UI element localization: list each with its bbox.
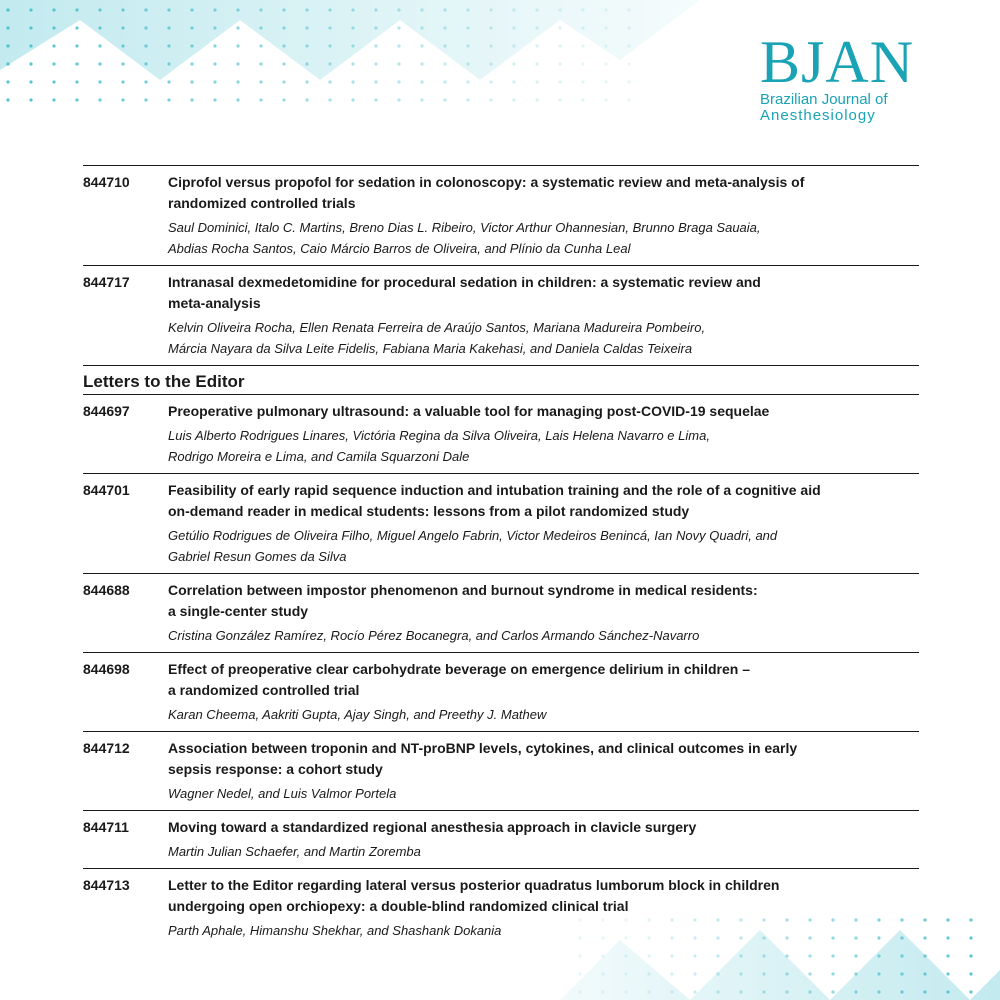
article-title[interactable]: Correlation between impostor phenomenon and burnout syndrome in medical residents: a single-center study — [168, 582, 758, 619]
article-id: 844701 — [83, 482, 130, 498]
journal-logo — [760, 29, 915, 124]
article-id: 844712 — [83, 740, 130, 756]
logo-mark: BJAN — [760, 29, 915, 95]
article-id: 844697 — [83, 403, 130, 419]
toc-entry[interactable] — [83, 810, 919, 868]
logo-journal-name-line2: Anesthesiology — [760, 107, 876, 124]
article-id: 844717 — [83, 274, 130, 290]
decorative-top-pattern — [0, 0, 700, 120]
section-heading-letters: Letters to the Editor — [83, 365, 919, 394]
table-of-contents — [83, 165, 919, 947]
article-authors: Wagner Nedel, and Luis Valmor Portela — [168, 786, 397, 801]
article-title[interactable]: Intranasal dexmedetomidine for procedural sedation in children: a systematic review and meta-analysis — [168, 274, 761, 311]
article-authors: Getúlio Rodrigues de Oliveira Filho, Miguel Angelo Fabrin, Victor Medeiros Benincá, Ian Novy Quadri, and Gabriel Resun Gomes da Silva — [168, 528, 778, 564]
article-title[interactable]: Association between troponin and NT-proBNP levels, cytokines, and clinical outcomes in early sepsis response: a cohort study — [168, 740, 798, 777]
article-title[interactable]: Ciprofol versus propofol for sedation in colonoscopy: a systematic review and meta-analysis of randomized controlled trials — [168, 174, 805, 211]
toc-entry[interactable] — [83, 265, 919, 365]
article-title[interactable]: Moving toward a standardized regional anesthesia approach in clavicle surgery — [168, 819, 697, 835]
article-id: 844688 — [83, 582, 130, 598]
decorative-bottom-pattern — [560, 910, 1000, 1000]
article-title[interactable]: Letter to the Editor regarding lateral versus posterior quadratus lumborum block in children undergoing open orchiopexy: a double-blind randomized clinical trial — [168, 877, 780, 914]
toc-entry[interactable] — [83, 573, 919, 652]
toc-entry[interactable] — [83, 165, 919, 265]
article-authors: Cristina González Ramírez, Rocío Pérez Bocanegra, and Carlos Armando Sánchez-Navarro — [168, 628, 700, 643]
toc-entry[interactable] — [83, 473, 919, 573]
article-authors: Luis Alberto Rodrigues Linares, Victória Regina da Silva Oliveira, Lais Helena Navarro e Lima, Rodrigo Moreira e Lima, and Camila Squarzoni Dale — [168, 428, 710, 464]
toc-entry[interactable] — [83, 652, 919, 731]
article-authors: Martin Julian Schaefer, and Martin Zoremba — [168, 844, 421, 859]
article-id: 844713 — [83, 877, 130, 893]
article-authors: Saul Dominici, Italo C. Martins, Breno Dias L. Ribeiro, Victor Arthur Ohannesian, Brunno Braga Sauaia, Abdias Rocha Santos, Caio Márcio Barros de Oliveira, and Plínio da Cunha Leal — [168, 220, 761, 256]
article-authors: Karan Cheema, Aakriti Gupta, Ajay Singh, and Preethy J. Mathew — [168, 707, 547, 722]
article-id: 844711 — [83, 819, 129, 835]
article-id: 844710 — [83, 174, 130, 190]
article-title[interactable]: Feasibility of early rapid sequence induction and intubation training and the role of a cognitive aid on-demand reader in medical students: lessons from a pilot randomized study — [168, 482, 821, 519]
article-authors: Parth Aphale, Himanshu Shekhar, and Shashank Dokania — [168, 923, 502, 938]
toc-entry[interactable] — [83, 394, 919, 473]
article-title[interactable]: Effect of preoperative clear carbohydrate beverage on emergence delirium in children – a randomized controlled trial — [168, 661, 750, 698]
article-title[interactable]: Preoperative pulmonary ultrasound: a valuable tool for managing post-COVID-19 sequelae — [168, 403, 770, 419]
logo-journal-name-line1: Brazilian Journal of — [760, 91, 888, 108]
article-authors: Kelvin Oliveira Rocha, Ellen Renata Ferreira de Araújo Santos, Mariana Madureira Pombeiro, Márcia Nayara da Silva Leite Fidelis, Fabiana Maria Kakehasi, and Daniela Caldas Teixeira — [168, 320, 706, 356]
article-id: 844698 — [83, 661, 130, 677]
toc-entry[interactable] — [83, 731, 919, 810]
